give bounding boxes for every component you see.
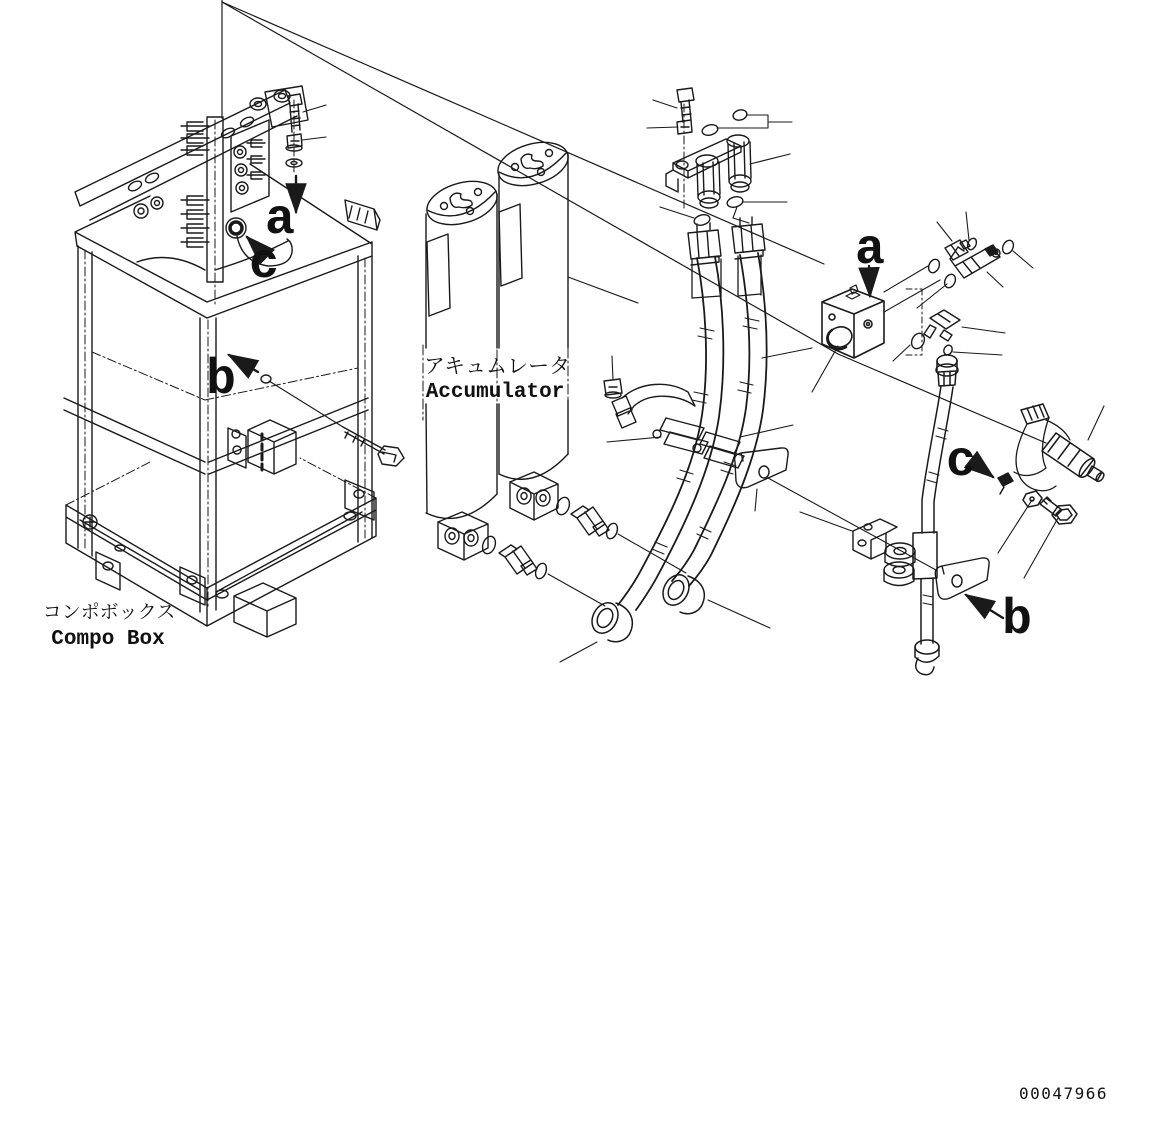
accumulator-label-en: Accumulator [425,381,565,404]
hose-clamps [604,379,744,468]
detail-callouts [869,266,1003,618]
solenoid-bolt [1040,497,1077,524]
manifold-adapter-right [727,135,751,192]
compo-box-label-jp: コンポボックス [42,601,176,623]
frame-long-bolt [343,427,404,466]
o-ring [701,123,719,137]
o-ring [693,213,711,227]
projection-lines [222,0,1046,443]
hose-elbow-left [587,598,632,642]
frame-corner-gusset [345,200,380,230]
frame-mount-bolt [288,94,302,132]
o-ring [732,108,748,121]
accumulator-left-label-patch [427,234,450,316]
callout-valve-a: a [854,222,886,279]
callout-frame-b: b [205,352,237,409]
accumulator-right [493,135,573,520]
callout-frame-c: c [248,236,280,293]
l-bracket [853,519,897,559]
compo-box-label-en: Compo Box [51,628,165,651]
o-ring [726,195,744,209]
callout-hose-c: c [945,434,977,491]
solenoid-valve [998,404,1105,524]
hose-left [587,257,723,642]
solenoid-clip [998,473,1013,494]
frame-inner-bracket [228,420,296,474]
o-ring [966,237,978,251]
solenoid-nut [1023,491,1042,507]
o-ring [1001,239,1016,256]
solenoid-body [1042,433,1094,477]
manifold-bolt [677,88,694,122]
accumulator-label-jp: アキュムレータ [423,354,571,378]
accumulator-right-label-patch [499,204,522,286]
manifold-adapter-left [696,155,720,208]
callout-frame-a: a [264,192,296,249]
band-clamp [612,384,695,428]
hose-bracket [735,448,789,488]
drawing-number: 00047966 [1019,1084,1109,1103]
valve-block-fittings [909,237,1015,356]
o-ring [943,273,958,290]
hex-plug [945,240,970,260]
rubber-grommets [884,543,915,586]
elbow-fitting [924,310,960,341]
o-ring [927,258,942,275]
callout-hose-b: b [1001,592,1033,649]
harness-connector [1021,404,1049,424]
pilot-hose [913,355,958,675]
frame-posts [78,246,372,612]
